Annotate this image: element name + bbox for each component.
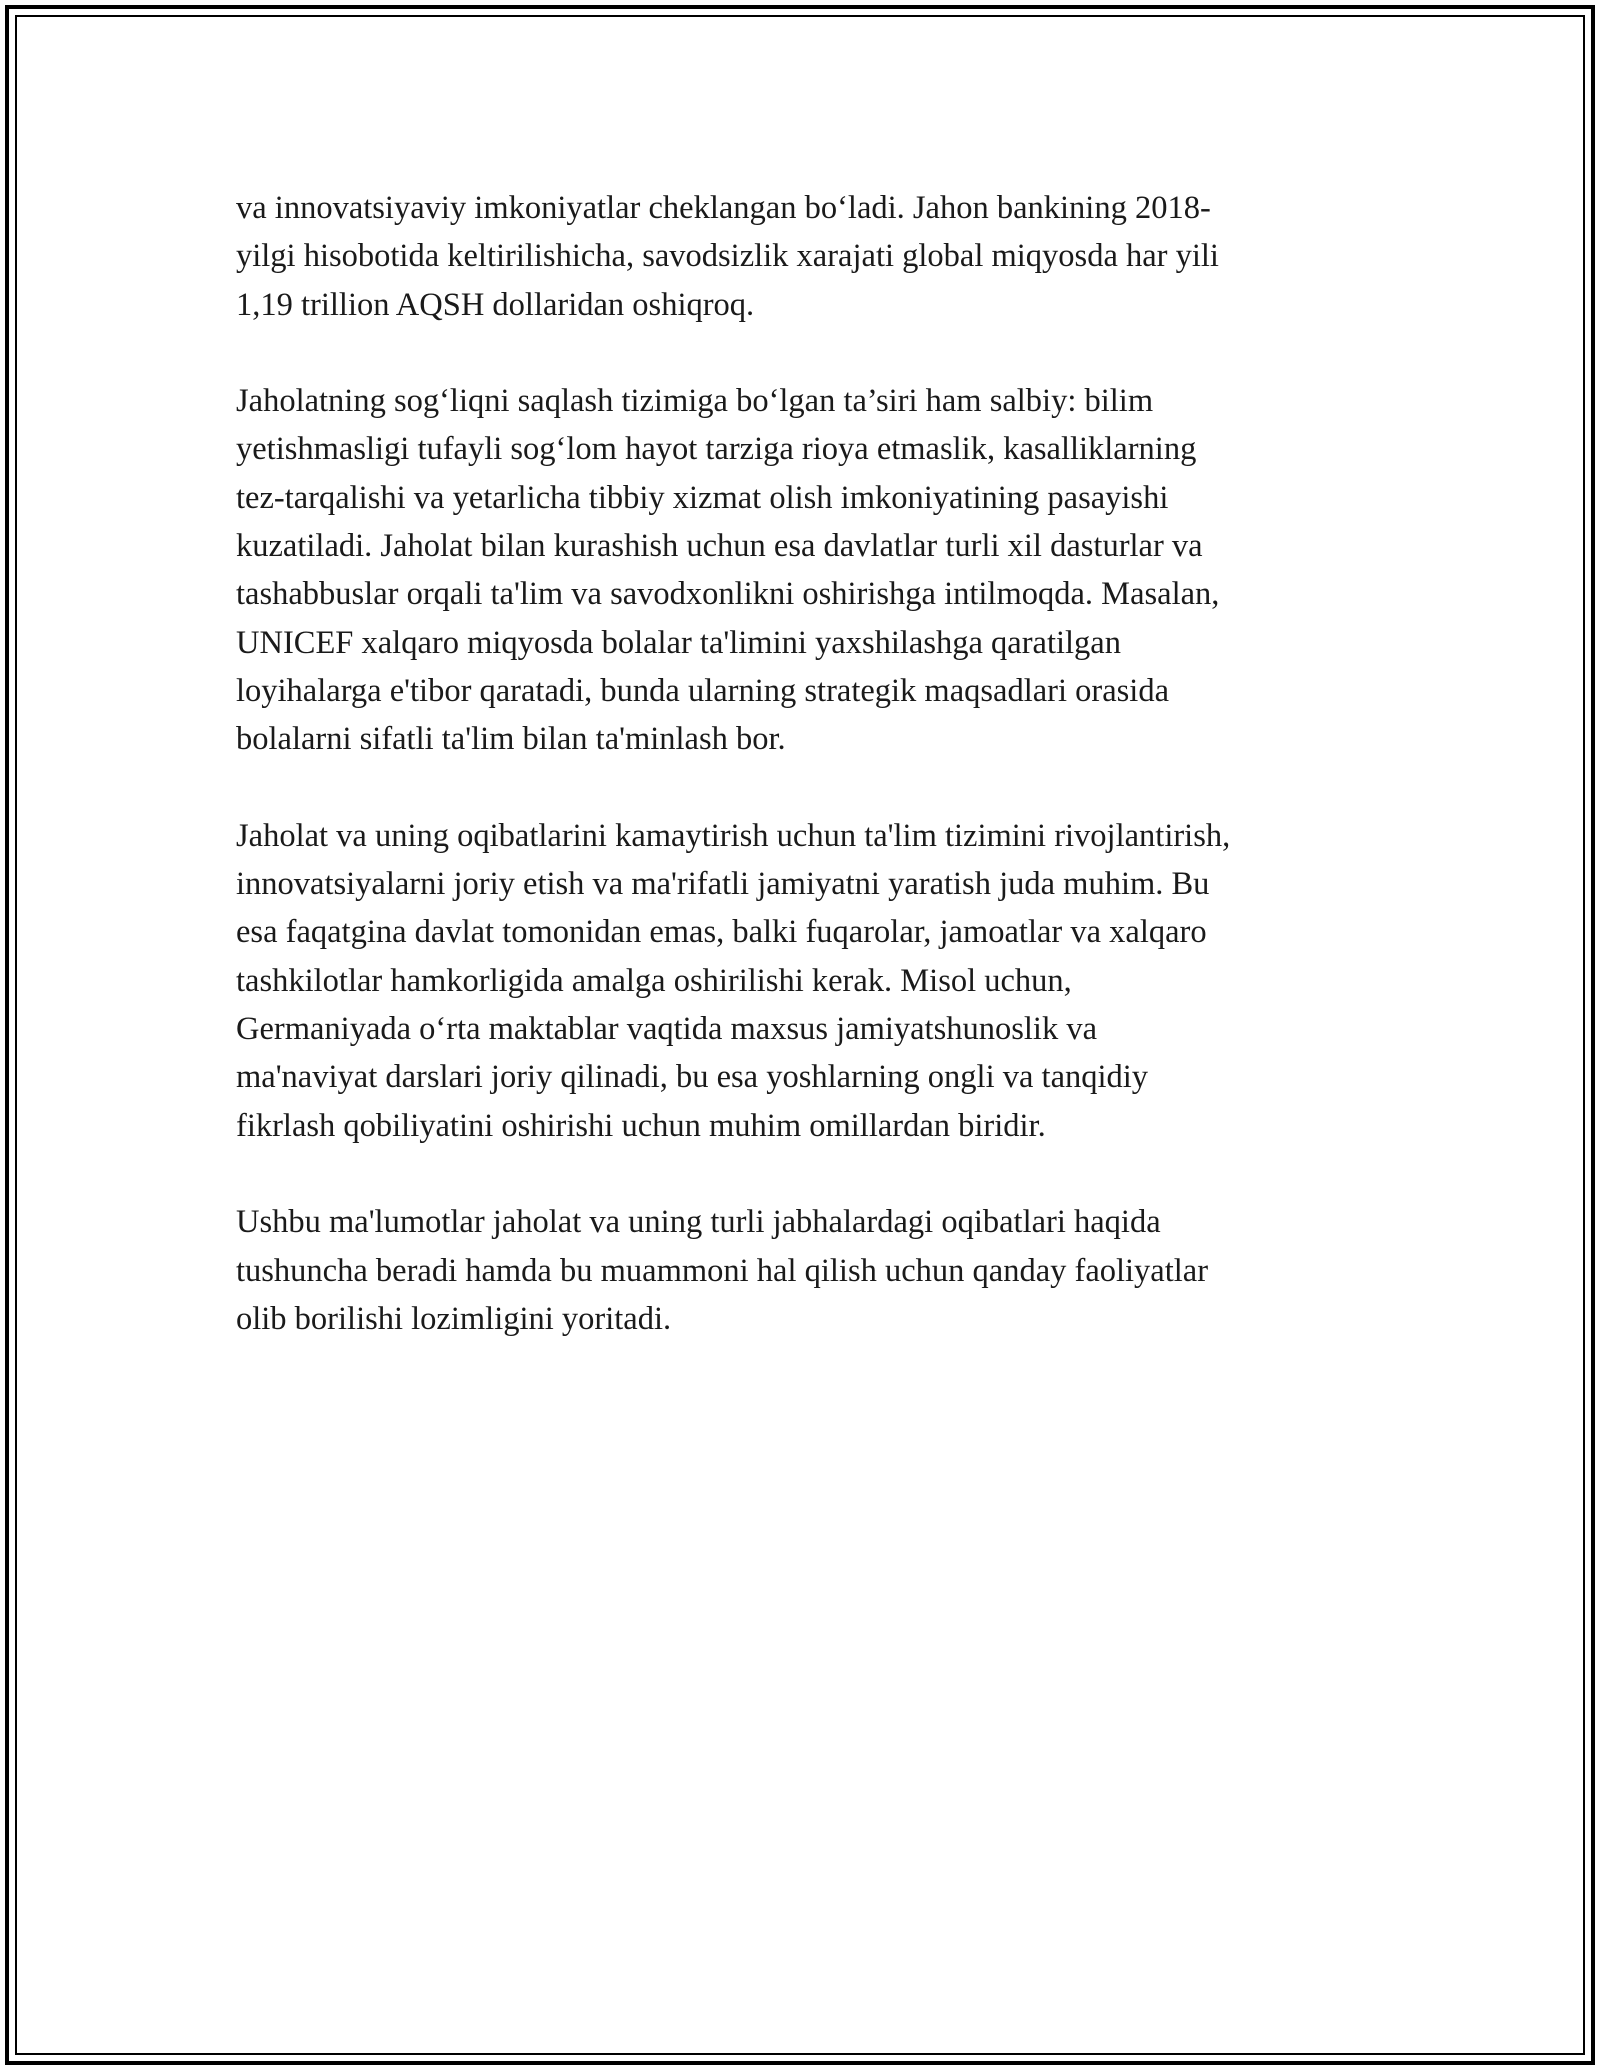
paragraph-4 [236, 1198, 1366, 1343]
paragraph-2 [236, 377, 1366, 763]
text-line: yetishmasligi tufayli sog‘lom hayot tarziga rioya etmaslik, kasalliklarning [236, 431, 1197, 468]
paragraph-3 [236, 812, 1366, 1150]
paragraph-1 [236, 184, 1366, 329]
text-line: tashkilotlar hamkorligida amalga oshirilishi kerak. Misol uchun, [236, 962, 1072, 999]
text-line: Ushbu ma'lumotlar jaholat va uning turli jabhalardagi oqibatlari haqida [236, 1204, 1161, 1241]
document-body [236, 184, 1366, 1391]
text-line: innovatsiyalarni joriy etish va ma'rifatli jamiyatni yaratish juda muhim. Bu [236, 866, 1210, 903]
text-line: Germaniyada o‘rta maktablar vaqtida maxsus jamiyatshunoslik va [236, 1011, 1097, 1048]
text-line: tashabbuslar orqali ta'lim va savodxonlikni oshirishga intilmoqda. Masalan, [236, 576, 1220, 613]
text-line: bolalarni sifatli ta'lim bilan ta'minlash bor. [236, 721, 786, 758]
text-line: esa faqatgina davlat tomonidan emas, balki fuqarolar, jamoatlar va xalqaro [236, 914, 1207, 951]
text-line: loyihalarga e'tibor qaratadi, bunda ularning strategik maqsadlari orasida [236, 672, 1169, 709]
text-line: Jaholatning sog‘liqni saqlash tizimiga bo‘lgan ta’siri ham salbiy: bilim [236, 383, 1154, 420]
text-line: UNICEF xalqaro miqyosda bolalar ta'limini yaxshilashga qaratilgan [236, 624, 1121, 661]
text-line: kuzatiladi. Jaholat bilan kurashish uchun esa davlatlar turli xil dasturlar va [236, 528, 1203, 565]
text-line: ma'naviyat darslari joriy qilinadi, bu esa yoshlarning ongli va tanqidiy [236, 1059, 1149, 1096]
text-line: Jaholat va uning oqibatlarini kamaytirish uchun ta'lim tizimini rivojlantirish, [236, 817, 1231, 854]
text-line: fikrlash qobiliyatini oshirishi uchun muhim omillardan biridir. [236, 1107, 1046, 1144]
text-line: olib borilishi lozimligini yoritadi. [236, 1300, 672, 1337]
text-line: tushuncha beradi hamda bu muammoni hal qilish uchun qanday faoliyatlar [236, 1252, 1209, 1289]
text-line: tez-tarqalishi va yetarlicha tibbiy xizmat olish imkoniyatining pasayishi [236, 479, 1169, 516]
text-line: 1,19 trillion AQSH dollaridan oshiqroq. [236, 286, 755, 323]
text-line: va innovatsiyaviy imkoniyatlar cheklangan bo‘ladi. Jahon bankining 2018- [236, 190, 1211, 226]
text-line: yilgi hisobotida keltirilishicha, savodsizlik xarajati global miqyosda har yili [236, 238, 1219, 275]
